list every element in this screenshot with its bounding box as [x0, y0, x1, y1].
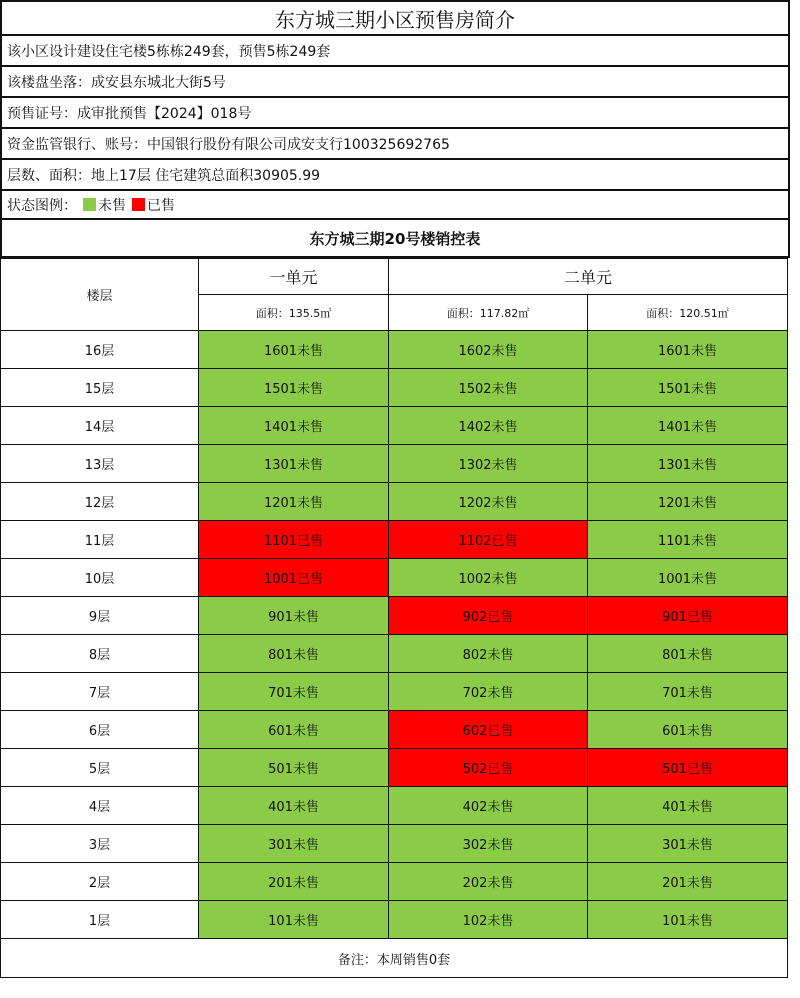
unit-cell-unsold: 1002未售 [389, 559, 588, 597]
unit-cell-unsold: 1001未售 [588, 559, 788, 597]
unit-cell-sold: 1001已售 [199, 559, 389, 597]
table-row [1, 483, 788, 521]
table-row [1, 407, 788, 445]
floor-label: 9层 [1, 597, 199, 635]
unit-cell-sold: 602已售 [389, 711, 588, 749]
unit-cell-unsold: 1101未售 [588, 521, 788, 559]
floor-label: 13层 [1, 445, 199, 483]
floor-label: 15层 [1, 369, 199, 407]
table-row [1, 673, 788, 711]
unit-cell-unsold: 1501未售 [199, 369, 389, 407]
unit2-header: 二单元 [389, 259, 788, 295]
floor-label: 4层 [1, 787, 199, 825]
unit-cell-unsold: 202未售 [389, 863, 588, 901]
unit1-header: 一单元 [199, 259, 389, 295]
unit-cell-unsold: 301未售 [199, 825, 389, 863]
unsold-swatch [83, 198, 96, 211]
floor-label: 3层 [1, 825, 199, 863]
unit-cell-unsold: 102未售 [389, 901, 588, 939]
area-header-2: 面积：117.82㎡ [389, 295, 588, 331]
unit-cell-unsold: 501未售 [199, 749, 389, 787]
unit-cell-unsold: 401未售 [199, 787, 389, 825]
unit-cell-unsold: 1301未售 [588, 445, 788, 483]
legend-sold: 已售 [147, 197, 175, 214]
info-row-units: 该小区设计建设住宅楼5栋栋249套，预售5栋249套 [0, 34, 790, 65]
table-row [1, 369, 788, 407]
table-row [1, 597, 788, 635]
sales-control-table [0, 258, 788, 978]
legend-unsold: 未售 [98, 197, 126, 214]
unit-cell-unsold: 1301未售 [199, 445, 389, 483]
unit-cell-unsold: 801未售 [588, 635, 788, 673]
floor-label: 5层 [1, 749, 199, 787]
floor-column-header: 楼层 [1, 259, 199, 331]
table-row [1, 749, 788, 787]
table-title: 东方城三期20号楼销控表 [0, 220, 790, 258]
unit-cell-unsold: 301未售 [588, 825, 788, 863]
floor-label: 7层 [1, 673, 199, 711]
floor-label: 2层 [1, 863, 199, 901]
table-row [1, 787, 788, 825]
floor-label: 12层 [1, 483, 199, 521]
table-row [1, 825, 788, 863]
unit-cell-unsold: 1202未售 [389, 483, 588, 521]
table-row [1, 331, 788, 369]
unit-cell-unsold: 701未售 [588, 673, 788, 711]
unit-cell-unsold: 901未售 [199, 597, 389, 635]
status-legend [0, 189, 790, 220]
unit-cell-unsold: 1601未售 [199, 331, 389, 369]
info-row-address: 该楼盘坐落：成安县东城北大街5号 [0, 65, 790, 96]
unit-cell-unsold: 402未售 [389, 787, 588, 825]
unit-cell-unsold: 1201未售 [588, 483, 788, 521]
floor-label: 10层 [1, 559, 199, 597]
unit-cell-unsold: 601未售 [199, 711, 389, 749]
unit-cell-sold: 1102已售 [389, 521, 588, 559]
unit-cell-sold: 502已售 [389, 749, 588, 787]
unit-cell-unsold: 1201未售 [199, 483, 389, 521]
table-row [1, 863, 788, 901]
unit-cell-unsold: 801未售 [199, 635, 389, 673]
table-row [1, 901, 788, 939]
floor-label: 8层 [1, 635, 199, 673]
floor-label: 16层 [1, 331, 199, 369]
unit-cell-unsold: 1401未售 [588, 407, 788, 445]
unit-cell-unsold: 101未售 [199, 901, 389, 939]
sold-swatch [132, 198, 145, 211]
info-row-floors-area: 层数、面积：地上17层 住宅建筑总面积30905.99 [0, 158, 790, 189]
legend-label: 状态图例： [7, 197, 77, 214]
info-row-permit: 预售证号：成审批预售【2024】018号 [0, 96, 790, 127]
unit-cell-unsold: 1602未售 [389, 331, 588, 369]
floor-label: 11层 [1, 521, 199, 559]
table-row [1, 635, 788, 673]
floor-label: 6层 [1, 711, 199, 749]
floor-label: 1层 [1, 901, 199, 939]
unit-cell-unsold: 201未售 [588, 863, 788, 901]
info-row-bank: 资金监管银行、账号：中国银行股份有限公司成安支行100325692765 [0, 127, 790, 158]
area-header-3: 面积：120.51㎡ [588, 295, 788, 331]
unit-cell-unsold: 302未售 [389, 825, 588, 863]
unit-cell-unsold: 802未售 [389, 635, 588, 673]
unit-cell-sold: 1101已售 [199, 521, 389, 559]
table-row [1, 559, 788, 597]
unit-cell-unsold: 401未售 [588, 787, 788, 825]
unit-cell-unsold: 701未售 [199, 673, 389, 711]
unit-cell-unsold: 101未售 [588, 901, 788, 939]
unit-cell-sold: 901已售 [588, 597, 788, 635]
area-header-1: 面积：135.5㎡ [199, 295, 389, 331]
floor-label: 14层 [1, 407, 199, 445]
unit-cell-unsold: 601未售 [588, 711, 788, 749]
unit-cell-sold: 501已售 [588, 749, 788, 787]
unit-cell-unsold: 1401未售 [199, 407, 389, 445]
unit-cell-unsold: 1501未售 [588, 369, 788, 407]
unit-cell-unsold: 1402未售 [389, 407, 588, 445]
unit-cell-unsold: 702未售 [389, 673, 588, 711]
table-row [1, 521, 788, 559]
unit-cell-unsold: 201未售 [199, 863, 389, 901]
unit-cell-unsold: 1502未售 [389, 369, 588, 407]
unit-cell-unsold: 1302未售 [389, 445, 588, 483]
table-row [1, 711, 788, 749]
page-title: 东方城三期小区预售房简介 [0, 0, 790, 34]
table-row [1, 445, 788, 483]
weekly-sales-note: 备注：本周销售0套 [1, 939, 788, 978]
unit-cell-unsold: 1601未售 [588, 331, 788, 369]
unit-cell-sold: 902已售 [389, 597, 588, 635]
